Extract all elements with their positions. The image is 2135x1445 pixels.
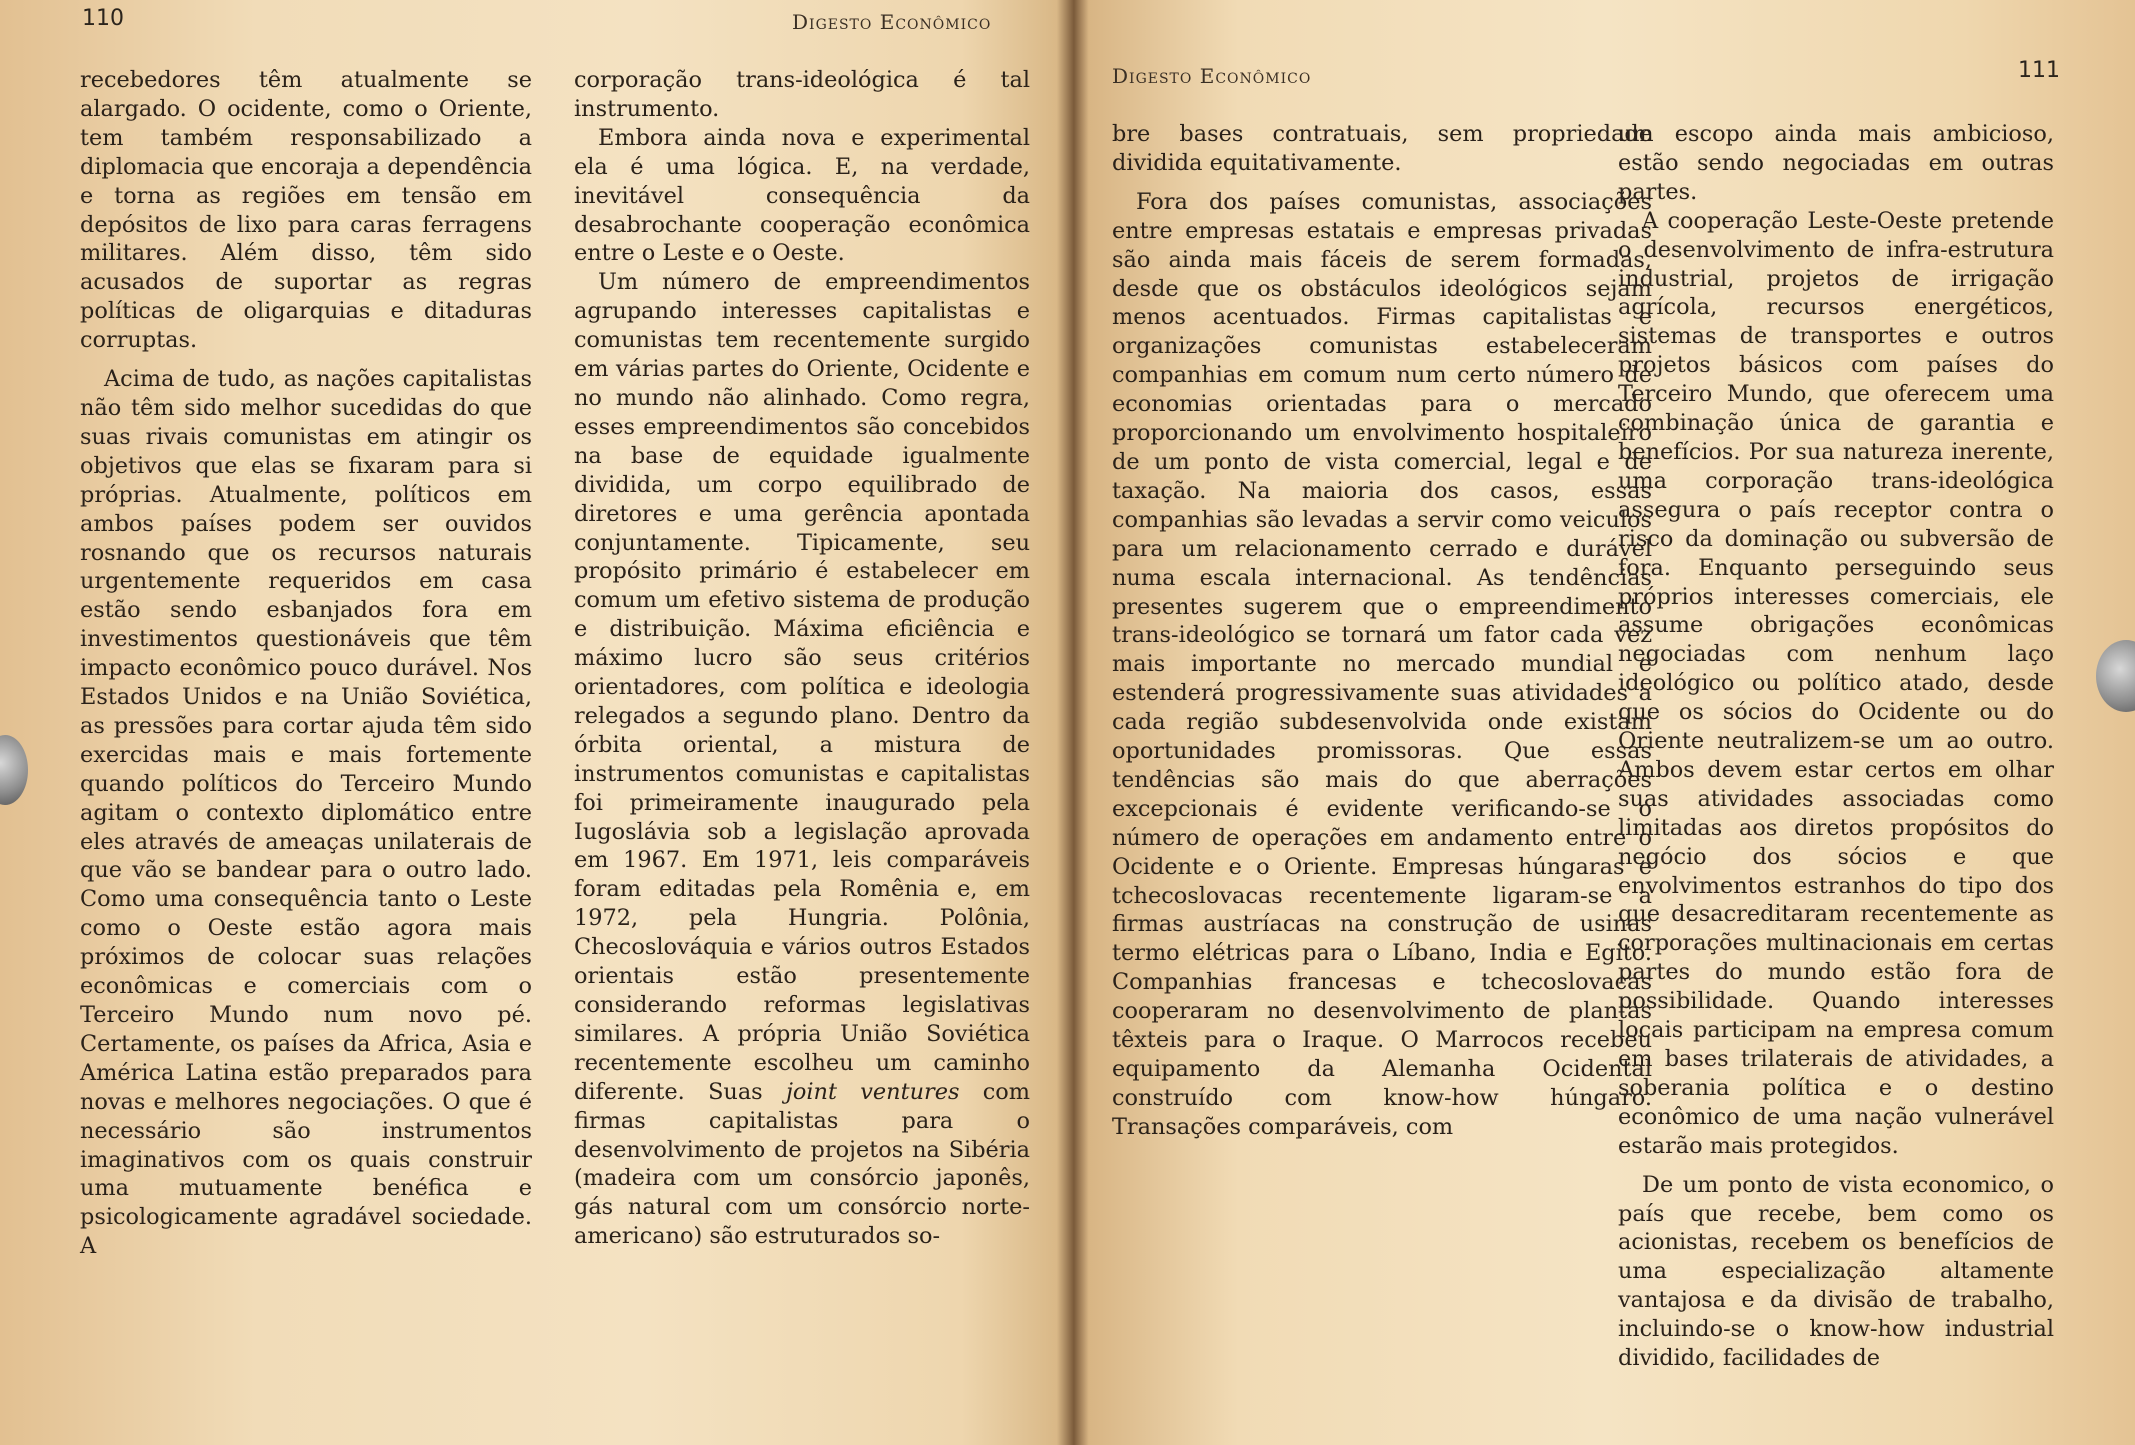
page-number-right: 111 (2018, 58, 2060, 83)
paragraph: bre bases contratuais, sem propriedade dividida equitativamente. (1112, 121, 1652, 176)
running-head-right: Digesto Econômico (1112, 64, 1312, 88)
running-head-left: Digesto Econômico (792, 10, 992, 34)
right-column-2 (1618, 120, 2054, 1373)
paragraph: De um ponto de vista economico, o país que recebe, bem como os acionistas, recebem os benefícios de uma especialização altamente vantajosa e da divisão de trabalho, incluindo-se o know-how industrial dividido, facilidades de (1618, 1171, 2054, 1372)
paragraph: A cooperação Leste-Oeste pretende o desenvolvimento de infra-estrutura industrial, projetos de irrigação agrícola, recursos energéticos, sistemas de transportes e outros projetos básicos com países do Terceiro Mundo, que oferecem uma combinação única de garantia e benefícios. Por sua natureza inerente, uma corporação trans-ideológica assegura o país receptor contra o risco da dominação ou subversão de fora. Enquanto perseguindo seus próprios interesses comerciais, ele assume obrigações econômicas negociadas com nenhum laço ideológico ou político atado, desde que os sócios do Ocidente ou do Oriente neutralizem-se um ao outro. Ambos devem estar certos em olhar suas atividades associadas como limitadas aos diretos propósitos do negócio dos sócios e que envolvimentos estranhos do tipo dos que desacreditaram recentemente as corporações multinacionais em certas partes do mundo estão fora de possibilidade. Quando interesses locais participam na empresa comum em bases trilaterais de atividades, a soberania política e o destino econômico de uma nação vulnerável estarão mais protegidos. (1618, 207, 2054, 1159)
right-column-1 (1112, 120, 1652, 1142)
page-number-left: 110 (82, 6, 124, 31)
left-column-1 (80, 66, 532, 1261)
paragraph: um escopo ainda mais ambicioso, estão sendo negociadas em outras partes. (1618, 121, 2054, 205)
text-run: Um número de empreendimentos agrupando interesses capitalistas e comunistas tem recentemente surgido em várias partes do Oriente, Ocidente e no mundo não alinhado. Como regra, esses empreendimentos são concebidos na base de equidade igualmente dividida, um corpo equilibrado de diretores e uma gerência apontada conjuntamente. Tipicamente, seu propósito primário é estabelecer em comum um efetivo sistema de produção e distribuição. Máxima eficiência e máximo lucro são seus critérios orientadores, com política e ideologia relegados a segundo plano. Dentro da órbita oriental, a mistura de instrumentos comunistas e capitalistas foi primeiramente inaugurado pela Iugoslávia sob a legislação aprovada em 1967. Em 1971, leis comparáveis foram editadas pela Romênia e, em 1972, pela Hungria. Polônia, Checoslováquia e vários outros Estados orientais estão presentemente considerando reformas legislativas similares. A própria União Soviética recentemente escolheu um caminho diferente. Suas (574, 269, 1030, 1105)
italic-term: joint ventures (785, 1078, 960, 1105)
paragraph: corporação trans-ideológica é tal instrumento. (574, 67, 1030, 122)
text-run: com firmas capitalistas para o desenvolvimento de projetos na Sibéria (madeira com um consórcio japonês, gás natural com um consórcio norte-americano) são estruturados so- (574, 1078, 1030, 1250)
paragraph: Acima de tudo, as nações capitalistas não têm sido melhor sucedidas do que suas rivais comunistas em atingir os objetivos que elas se fixaram para si próprias. Atualmente, políticos em ambos países podem ser ouvidos rosnando que os recursos naturais urgentemente requeridos em casa estão sendo esbanjados fora em investimentos questionáveis que têm impacto econômico pouco durável. Nos Estados Unidos e na União Soviética, as pressões para cortar ajuda têm sido exercidas mais e mais fortemente quando políticos do Terceiro Mundo agitam o contexto diplomático entre eles através de ameaças unilaterais de que vão se bandear para o outro lado. Como uma consequência tanto o Leste como o Oeste estão agora mais próximos de colocar suas relações econômicas e comerciais com o Terceiro Mundo num novo pé. Certamente, os países da Africa, Asia e América Latina estão preparados para novas e melhores negociações. O que é necessário são instrumentos imaginativos com os quais construir uma mutuamente benéfica e psicologicamente agradável sociedade. A (80, 366, 532, 1260)
paragraph (574, 268, 1030, 1251)
paragraph: recebedores têm atualmente se alargado. O ocidente, como o Oriente, tem também responsabilizado a diplomacia que encoraja a dependência e torna as regiões em tensão em depósitos de lixo para caras ferragens militares. Além disso, têm sido acusados de suportar as regras políticas de oligarquias e ditaduras corruptas. (80, 67, 532, 354)
paragraph: Fora dos países comunistas, associações entre empresas estatais e empresas privadas são ainda mais fáceis de serem formadas, desde que os obstáculos ideológicos sejam menos acentuados. Firmas capitalistas e organizações comunistas estabeleceram companhias em comum num certo número de economias orientadas para o mercado proporcionando um envolvimento hospitaleiro de um ponto de vista comercial, legal e de taxação. Na maioria dos casos, essas companhias são levadas a servir como veiculos para um relacionamento cerrado e durável numa escala internacional. As tendências presentes sugerem que o empreendimento trans-ideológico se tornará um fator cada vez mais importante no mercado mundial e estenderá progressivamente suas atividades a cada região subdesenvolvida onde existam oportunidades promissoras. Que essas tendências são mais do que aberrações excepcionais é evidente verificando-se o número de operações em andamento entre o Ocidente e o Oriente. Empresas húngaras e tchecoslovacas recentemente ligaram-se a firmas austríacas na construção de usinas termo elétricas para o Líbano, India e Egito. Companhias francesas e tchecoslovacas cooperaram no desenvolvimento de plantas têxteis para o Iraque. O Marrocos recebeu equipamento da Alemanha Ocidental construído com know-how húngaro. Transações comparáveis, com (1112, 188, 1652, 1140)
binder-clip (2096, 640, 2135, 712)
binder-clip (0, 735, 28, 805)
left-column-2 (574, 66, 1030, 1251)
right-page (1068, 0, 2135, 1445)
paragraph: Embora ainda nova e experimental ela é uma lógica. E, na verdade, inevitável consequência da desabrochante cooperação econômica entre o Leste e o Oeste. (574, 124, 1030, 267)
